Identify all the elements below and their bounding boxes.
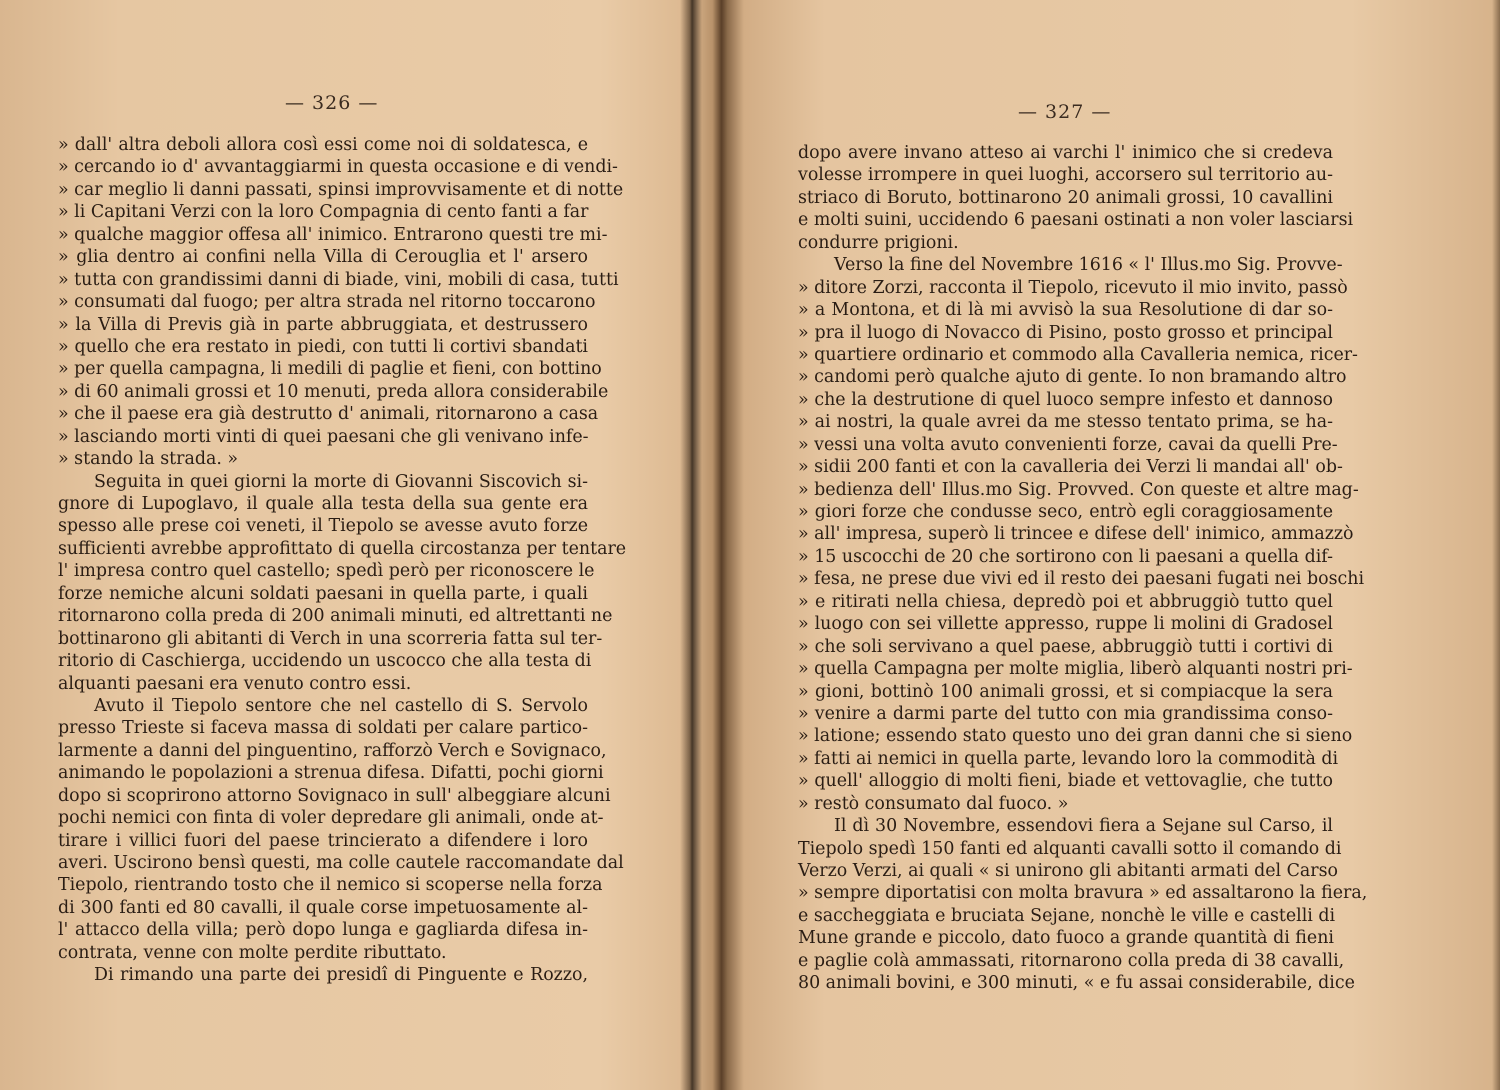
text-line: animando le popolazioni a strenua difesa. Difatti, pochi giorni	[58, 763, 604, 784]
text-line: bottinarono gli abitanti di Verch in una scorreria fatta sul ter-	[58, 628, 603, 649]
text-line: » candomi però qualche ajuto di gente. Io non bramando altro	[798, 367, 1347, 388]
page-body	[58, 134, 627, 987]
text-line: e paglie colà ammassati, ritornarono colla preda di 38 cavalli,	[798, 950, 1345, 971]
text-line: » che il paese era già destrutto d' animali, ritornarono a casa	[58, 404, 599, 425]
text-line: » luogo con sei villette appresso, ruppe li molini di Gradosel	[798, 614, 1333, 635]
text-line: pochi nemici con finta di voler depredare gli animali, onde at-	[58, 808, 604, 829]
text-line: condurre prigioni.	[798, 232, 959, 253]
text-line: 80 animali bovini, e 300 minuti, « e fu assai considerabile, dice	[798, 973, 1355, 994]
text-line: » e ritirati nella chiesa, depredò poi et abbruggiò tutto quel	[798, 591, 1333, 612]
text-line: gnore di Lupoglavo, il quale alla testa della sua gente era	[58, 494, 588, 514]
text-line: » quell' alloggio di molti fieni, biade et vettovaglie, che tutto	[798, 771, 1333, 792]
text-line: » dall' altra deboli allora così essi come noi di soldatesca, e	[58, 135, 588, 155]
text-line: l' attacco della villa; però dopo lunga e gagliarda difesa in-	[58, 920, 588, 941]
text-line: » venire a darmi parte del tutto con mia grandissima conso-	[798, 703, 1333, 724]
text-line: » bedienza dell' Illus.mo Sig. Provved. Con queste et altre mag-	[798, 479, 1359, 500]
text-line: dopo si scoprirono attorno Sovignaco in sull' albeggiare alcuni	[58, 785, 611, 806]
text-line: » latione; essendo stato questo uno dei gran danni che si sieno	[798, 726, 1353, 747]
text-line: tirare i villici fuori del paese trincierato a difendere i loro	[58, 830, 588, 851]
text-line: » li Capitani Verzi con la loro Compagnia di cento fanti a far	[58, 202, 589, 223]
text-line: Verso la fine del Novembre 1616 « l' Illus.mo Sig. Provve-	[834, 255, 1343, 276]
text-line: » che la destrutione di quel luoco sempre infesto et dannoso	[798, 389, 1333, 410]
book-spine	[680, 0, 702, 1090]
text-line: contrata, venne con molte perdite ributtato.	[58, 942, 447, 963]
text-line: » sempre diportatisi con molta bravura » ed assaltarono la fiera,	[798, 883, 1368, 904]
text-line: » stando la strada. »	[58, 449, 239, 470]
text-line: striaco di Boruto, bottinarono 20 animali grossi, 10 cavallini	[798, 187, 1333, 208]
text-line: sufficienti avrebbe approfittato di quella circostanza per tentare	[58, 538, 627, 559]
right-page	[700, 0, 1500, 1090]
text-line: averi. Uscirono bensì questi, ma colle cautele raccomandate dal	[58, 853, 624, 873]
text-line: Tiepolo, rientrando tosto che il nemico si scoperse nella forza	[58, 875, 603, 896]
text-line: spesso alle prese coi veneti, il Tiepolo se avesse avuto forze	[58, 516, 588, 537]
text-line: Avuto il Tiepolo sentore che nel castello di S. Servolo	[94, 695, 588, 716]
text-line: » tutta con grandissimi danni di biade, vini, mobili di casa, tutti	[58, 269, 619, 290]
text-line: e molti suini, uccidendo 6 paesani ostinati a non voler lasciarsi	[798, 210, 1354, 231]
text-line: » qualche maggior offesa all' inimico. Entrarono questi tre mi-	[58, 224, 608, 245]
text-line: » di 60 animali grossi et 10 menuti, preda allora considerabile	[58, 381, 609, 402]
text-line: » a Montona, et di là mi avvisò la sua Resolutione di dar so-	[798, 300, 1333, 321]
text-line: » ditore Zorzi, racconta il Tiepolo, ricevuto il mio invito, passò	[798, 277, 1348, 298]
text-line: Verzo Verzi, ai quali « si unirono gli abitanti armati del Carso	[798, 861, 1339, 881]
text-line: presso Trieste si faceva massa di soldati per calare partico-	[58, 718, 588, 739]
text-line: e saccheggiata e bruciata Sejane, nonchè le ville e castelli di	[798, 905, 1336, 926]
text-line: » gioni, bottinò 100 animali grossi, et si compiacque la sera	[798, 681, 1333, 702]
text-line: » quello che era restato in piedi, con tutti li cortivi sbandati	[58, 336, 588, 357]
text-line: l' impresa contro quel castello; spedì però per riconoscere le	[58, 561, 595, 582]
text-line: » quella Campagna per molte miglia, liberò alquanti nostri pri-	[798, 659, 1353, 680]
text-line: dopo avere invano atteso ai varchi l' inimico che si credeva	[798, 143, 1333, 163]
text-line: » la Villa di Previs già in parte abbruggiata, et destrussero	[58, 314, 588, 335]
text-line: » restò consumato dal fuoco. »	[798, 793, 1069, 814]
text-line: » glia dentro ai confini nella Villa di Cerouglia et l' arsero	[58, 247, 588, 268]
text-line: » fesa, ne prese due vivi ed il resto dei paesani fugati nei boschi	[798, 569, 1365, 590]
text-line: ritorio di Caschierga, uccidendo un uscocco che alla testa di	[58, 651, 592, 672]
text-line: » 15 uscocchi de 20 che sortirono con li paesani a quella dif-	[798, 546, 1333, 567]
text-line: » giori forze che condusse seco, entrò egli coraggiosamente	[798, 502, 1333, 522]
text-line: di 300 fanti ed 80 cavalli, il quale corse impetuosamente al-	[58, 897, 588, 918]
page-body	[798, 142, 1368, 995]
text-line: » per quella campagna, li medili di paglie et fieni, con bottino	[58, 359, 602, 380]
text-line: forze nemiche alcuni soldati paesani in quella parte, i quali	[58, 583, 588, 604]
text-line: » car meglio li danni passati, spinsi improvvisamente et di notte	[58, 179, 624, 200]
text-line: » fatti ai nemici in quella parte, levando loro la commodità di	[798, 748, 1339, 769]
text-line: Seguita in quei giorni la morte di Giovanni Siscovich si-	[94, 471, 588, 492]
text-line: » pra il luogo di Novacco di Pisino, posto grosso et principal	[798, 322, 1333, 343]
text-line: » sidii 200 fanti et con la cavalleria dei Verzi li mandai all' ob-	[798, 457, 1343, 478]
left-page	[0, 0, 690, 1090]
text-line: Mune grande e piccolo, dato fuoco a grande quantità di fieni	[798, 928, 1334, 949]
text-line: » lasciando morti vinti di quei paesani che gli venivano infe-	[58, 426, 589, 447]
text-line: ritornarono colla preda di 200 animali minuti, ed altrettanti ne	[58, 606, 613, 627]
text-line: » all' impresa, superò li trincee e difese dell' inimico, ammazzò	[798, 524, 1354, 545]
text-line: » cercando io d' avvantaggiarmi in questa occasione e di vendi-	[58, 157, 618, 178]
page-number: — 327 —	[1018, 101, 1112, 123]
text-line: alquanti paesani era venuto contro essi.	[58, 673, 412, 694]
page-number: — 326 —	[285, 92, 379, 114]
text-line: Di rimando una parte dei presidî di Pinguente e Rozzo,	[94, 965, 588, 986]
text-line: » ai nostri, la quale avrei da me stesso tentato prima, se ha-	[798, 412, 1333, 433]
text-line: Il dì 30 Novembre, essendovi fiera a Sejane sul Carso, il	[834, 816, 1333, 837]
text-line: » consumati dal fuogo; per altra strada nel ritorno toccarono	[58, 292, 596, 313]
text-line: » vessi una volta avuto convenienti forze, cavai da quelli Pre-	[798, 434, 1338, 455]
text-line: Tiepolo spedì 150 fanti ed alquanti cavalli sotto il comando di	[798, 838, 1342, 859]
page-edge	[1492, 0, 1500, 1090]
text-line: » quartiere ordinario et commodo alla Cavalleria nemica, ricer-	[798, 344, 1358, 365]
text-line: » che soli servivano a quel paese, abbruggiò tutti i cortivi di	[798, 636, 1333, 657]
text-line: volesse irrompere in quei luoghi, accorsero sul territorio au-	[798, 165, 1333, 186]
text-line: larmente a danni del pinguentino, rafforzò Verch e Sovignaco,	[58, 740, 607, 761]
